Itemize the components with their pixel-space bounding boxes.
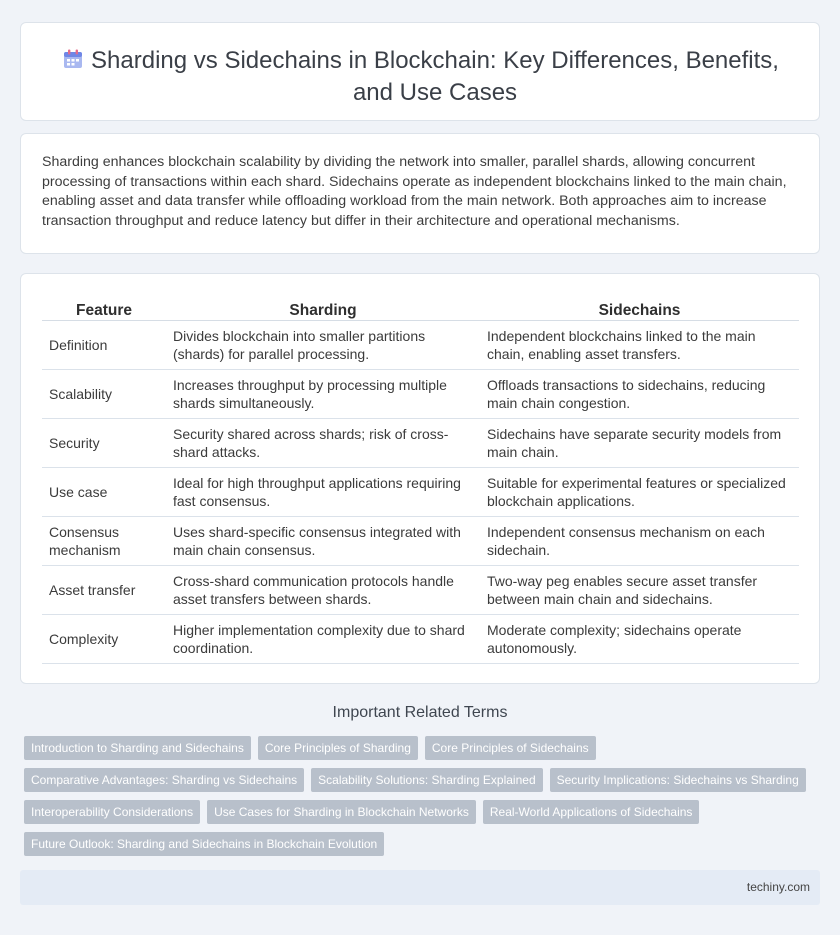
tag-row — [24, 736, 814, 760]
sidechains-cell: Suitable for experimental features or specialized blockchain applications. — [480, 467, 799, 516]
tag-row — [24, 800, 814, 824]
sharding-cell: Ideal for high throughput applications requiring fast consensus. — [166, 467, 480, 516]
sharding-cell: Divides blockchain into smaller partitions (shards) for parallel processing. — [166, 320, 480, 369]
table-row — [42, 320, 799, 369]
comparison-table-card — [20, 273, 820, 684]
header-feature: Feature — [42, 294, 166, 320]
sharding-cell: Cross-shard communication protocols handle asset transfers between shards. — [166, 565, 480, 614]
related-terms-list — [24, 736, 814, 864]
related-term-tag[interactable]: Security Implications: Sidechains vs Sharding — [550, 768, 806, 792]
header-sidechains: Sidechains — [480, 294, 799, 320]
sharding-cell: Security shared across shards; risk of cross-shard attacks. — [166, 418, 480, 467]
header-sharding: Sharding — [166, 294, 480, 320]
sidechains-cell: Independent consensus mechanism on each sidechain. — [480, 516, 799, 565]
comparison-table — [42, 294, 799, 664]
table-row — [42, 467, 799, 516]
related-term-tag[interactable]: Comparative Advantages: Sharding vs Sidechains — [24, 768, 304, 792]
table-row — [42, 614, 799, 663]
related-term-tag[interactable]: Scalability Solutions: Sharding Explained — [311, 768, 542, 792]
table-header-row — [42, 294, 799, 320]
feature-cell: Complexity — [42, 614, 166, 663]
sidechains-cell: Moderate complexity; sidechains operate autonomously. — [480, 614, 799, 663]
table-row — [42, 418, 799, 467]
sharding-cell: Higher implementation complexity due to shard coordination. — [166, 614, 480, 663]
footer — [20, 870, 820, 905]
table-row — [42, 565, 799, 614]
related-term-tag[interactable]: Future Outlook: Sharding and Sidechains in Blockchain Evolution — [24, 832, 384, 856]
sharding-cell: Uses shard-specific consensus integrated with main chain consensus. — [166, 516, 480, 565]
sidechains-cell: Two-way peg enables secure asset transfer between main chain and sidechains. — [480, 565, 799, 614]
table-row — [42, 369, 799, 418]
related-term-tag[interactable]: Real-World Applications of Sidechains — [483, 800, 700, 824]
related-term-tag[interactable]: Core Principles of Sharding — [258, 736, 418, 760]
feature-cell: Security — [42, 418, 166, 467]
feature-cell: Definition — [42, 320, 166, 369]
related-term-tag[interactable]: Core Principles of Sidechains — [425, 736, 596, 760]
footer-site[interactable]: techiny.com — [746, 880, 810, 894]
summary-card — [20, 133, 820, 254]
summary-text: Sharding enhances blockchain scalability by dividing the network into smaller, parallel shards, allowing concurrent processing of transactions within each shard. Sidechains operate as independent blockchains linked to the main chain, enabling asset and data transfer while offloading workload from the main network. Both approaches aim to increase transaction throughput and reduce latency but differ in their architecture and operational mechanisms. — [42, 154, 787, 229]
page-title: Sharding vs Sidechains in Blockchain: Key Differences, Benefits, and Use Cases — [91, 47, 779, 106]
related-term-tag[interactable]: Interoperability Considerations — [24, 800, 200, 824]
tag-row — [24, 768, 814, 792]
feature-cell: Consensus mechanism — [42, 516, 166, 565]
table-row — [42, 516, 799, 565]
sharding-cell: Increases throughput by processing multiple shards simultaneously. — [166, 369, 480, 418]
sidechains-cell: Sidechains have separate security models from main chain. — [480, 418, 799, 467]
related-term-tag[interactable]: Use Cases for Sharding in Blockchain Networks — [207, 800, 476, 824]
feature-cell: Scalability — [42, 369, 166, 418]
sidechains-cell: Independent blockchains linked to the main chain, enabling asset transfers. — [480, 320, 799, 369]
feature-cell: Use case — [42, 467, 166, 516]
related-terms-heading: Important Related Terms — [332, 704, 508, 721]
related-term-tag[interactable]: Introduction to Sharding and Sidechains — [24, 736, 251, 760]
feature-cell: Asset transfer — [42, 565, 166, 614]
tag-row — [24, 832, 814, 856]
sidechains-cell: Offloads transactions to sidechains, reducing main chain congestion. — [480, 369, 799, 418]
title-card — [20, 22, 820, 121]
